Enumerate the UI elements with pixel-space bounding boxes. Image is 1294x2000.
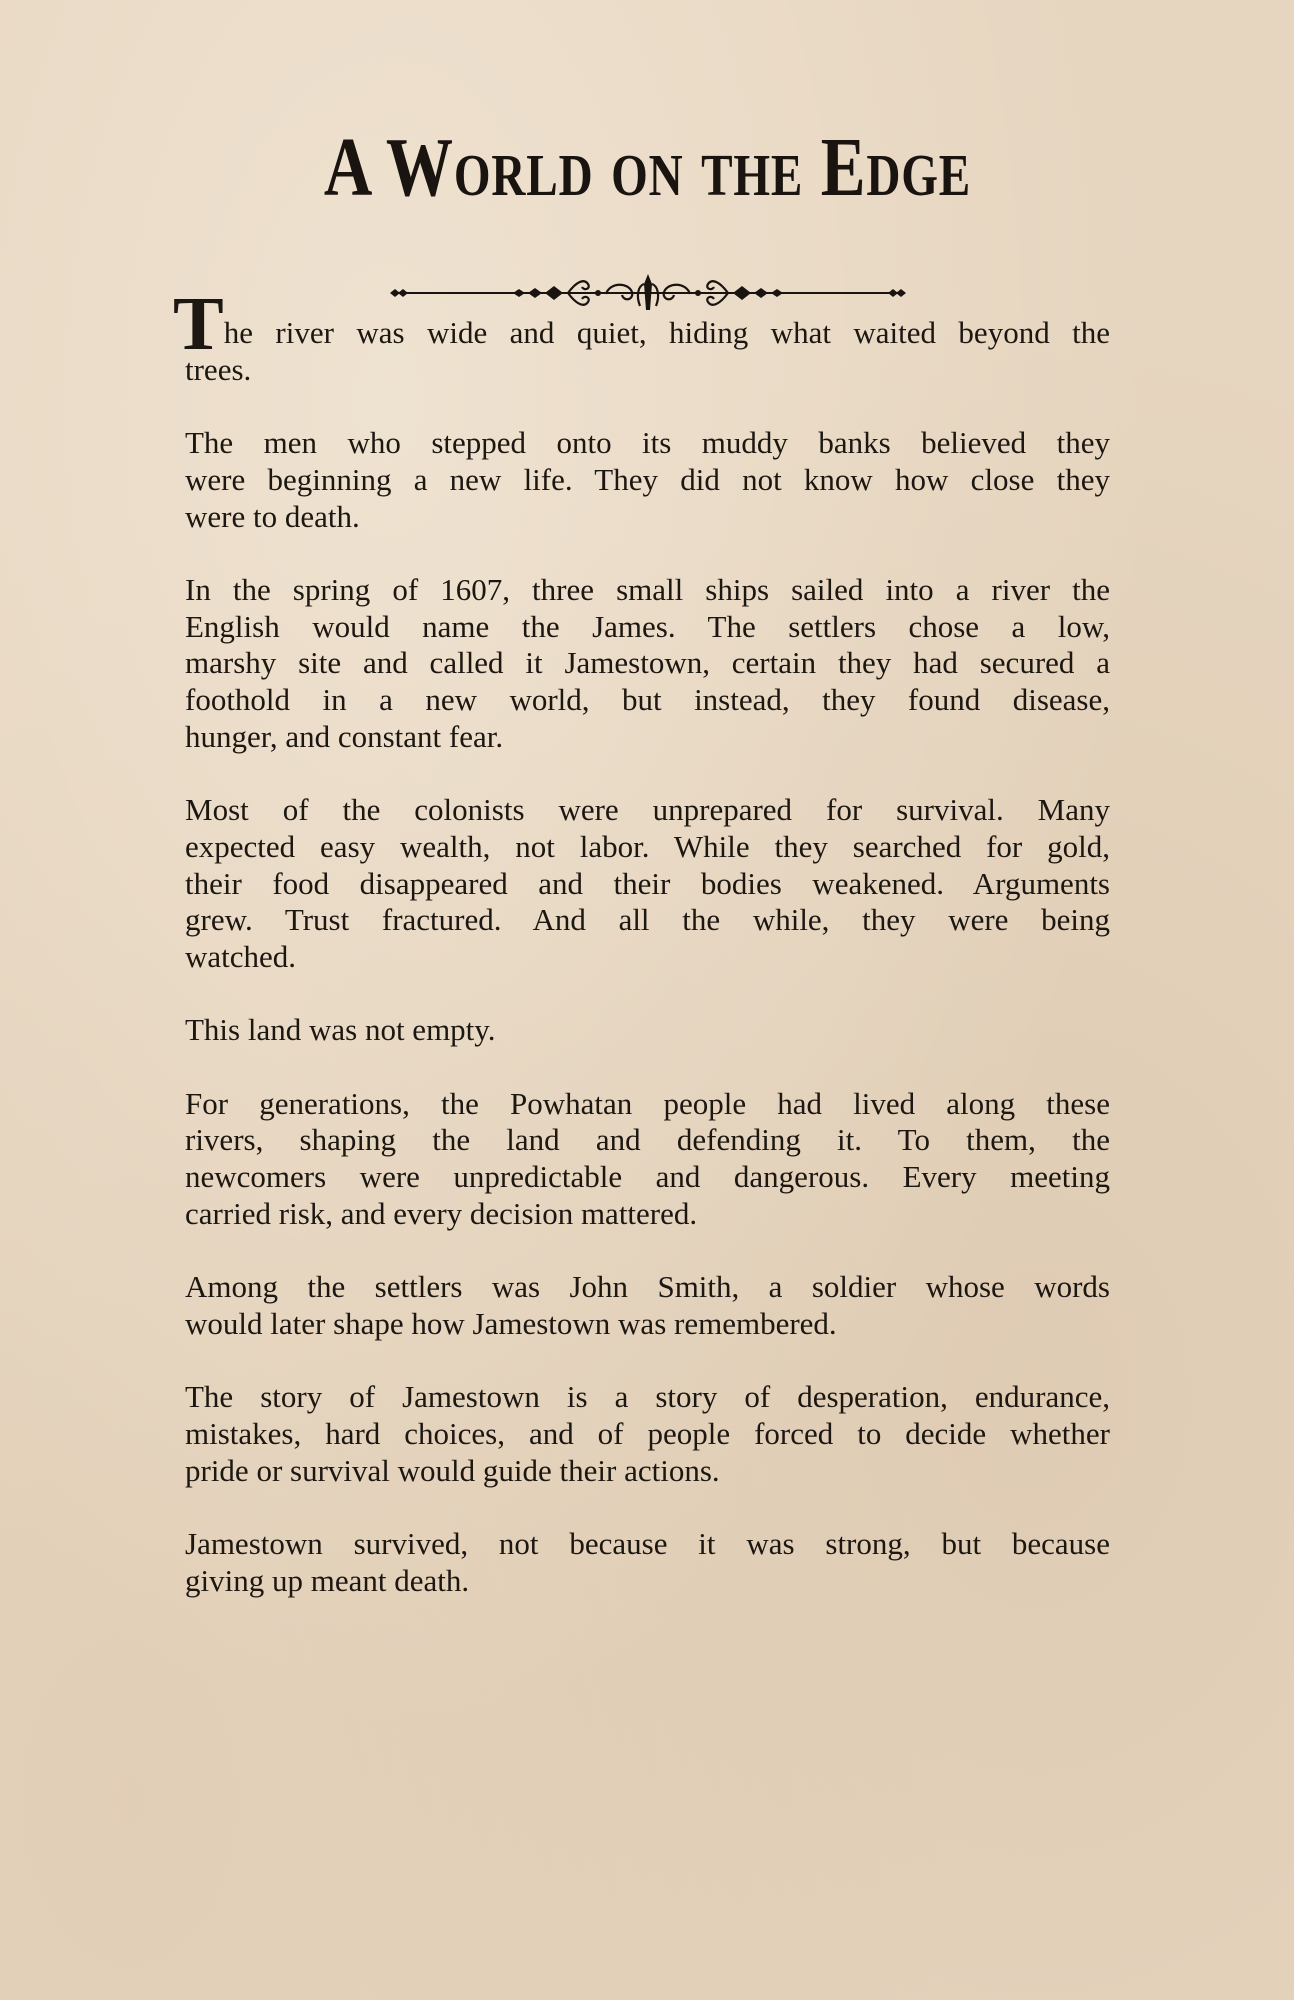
paragraph xyxy=(173,282,1110,388)
text-line-content: For generations, the Powhatan people had lived along these xyxy=(185,1085,1110,1121)
text-line xyxy=(185,1526,1110,1563)
paragraph xyxy=(185,1379,1110,1489)
text-line-content: were beginning a new life. They did not know how close they xyxy=(185,461,1110,497)
text-line-content: newcomers were unpredictable and dangerous. Every meeting xyxy=(185,1159,1110,1195)
text-line xyxy=(185,1196,1110,1233)
text-line xyxy=(173,282,1110,366)
text-line xyxy=(185,645,1110,682)
text-line-content: The story of Jamestown is a story of desperation, endurance, xyxy=(185,1379,1110,1415)
text-line xyxy=(185,499,1110,536)
drop-cap: T xyxy=(173,282,224,366)
text-line-content: their food disappeared and their bodies weakened. Arguments xyxy=(185,865,1110,901)
paragraph xyxy=(185,572,1110,756)
text-line xyxy=(185,352,1110,389)
text-line xyxy=(185,939,1110,976)
text-line xyxy=(185,462,1110,499)
text-line-content: watched. xyxy=(185,938,297,974)
text-line-content: expected easy wealth, not labor. While they searched for gold, xyxy=(185,828,1110,864)
paragraph xyxy=(185,792,1110,976)
text-line-content: The men who stepped onto its muddy banks believed they xyxy=(185,425,1110,461)
text-line-content: marshy site and called it Jamestown, certain they had secured a xyxy=(185,645,1110,681)
text-line xyxy=(185,1269,1110,1306)
text-line xyxy=(185,1453,1110,1490)
paragraph xyxy=(185,1269,1110,1342)
text-line xyxy=(185,792,1110,829)
chapter-title-text: A World on the Edge xyxy=(323,121,971,214)
text-line-content: pride or survival would guide their actions. xyxy=(185,1452,720,1488)
text-line xyxy=(185,609,1110,646)
text-line-content: were to death. xyxy=(185,498,360,534)
text-line xyxy=(185,572,1110,609)
paragraph xyxy=(185,1012,1110,1049)
paragraph xyxy=(185,1526,1110,1599)
text-line xyxy=(185,829,1110,866)
text-line xyxy=(185,425,1110,462)
text-line-content: he river was wide and quiet, hiding what waited beyond the xyxy=(223,315,1110,350)
text-line xyxy=(185,1306,1110,1343)
text-line-content: Most of the colonists were unprepared for survival. Many xyxy=(185,792,1110,828)
text-line-content: rivers, shaping the land and defending it. To them, the xyxy=(185,1122,1110,1158)
scroll-flourish-divider-icon xyxy=(388,272,908,314)
text-line xyxy=(185,719,1110,756)
text-line-content: hunger, and constant fear. xyxy=(185,718,504,754)
text-line-content: English would name the James. The settlers chose a low, xyxy=(185,608,1110,644)
text-line-content: would later shape how Jamestown was remembered. xyxy=(185,1305,837,1341)
text-line xyxy=(185,682,1110,719)
text-line xyxy=(185,1416,1110,1453)
text-line-content: Among the settlers was John Smith, a soldier whose words xyxy=(185,1269,1110,1305)
text-line xyxy=(185,1122,1110,1159)
text-line-content: This land was not empty. xyxy=(185,1012,496,1048)
text-line-content: Jamestown survived, not because it was strong, but because xyxy=(185,1526,1110,1562)
text-line-content: In the spring of 1607, three small ships sailed into a river the xyxy=(185,571,1110,607)
text-line-content: giving up meant death. xyxy=(185,1562,470,1598)
text-line xyxy=(185,1379,1110,1416)
text-line xyxy=(185,866,1110,903)
text-line xyxy=(185,1012,1110,1049)
text-line-content: foothold in a new world, but instead, they found disease, xyxy=(185,682,1110,717)
text-line-content: mistakes, hard choices, and of people forced to decide whether xyxy=(185,1415,1110,1451)
paragraph xyxy=(185,425,1110,535)
text-line xyxy=(185,1563,1110,1600)
text-line xyxy=(185,1159,1110,1196)
chapter-title xyxy=(0,118,1294,218)
paragraph xyxy=(185,1086,1110,1233)
text-line xyxy=(185,902,1110,939)
chapter-body xyxy=(173,282,1110,1636)
text-line xyxy=(185,1086,1110,1123)
text-line-content: trees. xyxy=(185,351,252,387)
text-line-content: carried risk, and every decision mattered. xyxy=(185,1195,698,1231)
text-line-content: grew. Trust fractured. And all the while, they were being xyxy=(185,902,1110,938)
